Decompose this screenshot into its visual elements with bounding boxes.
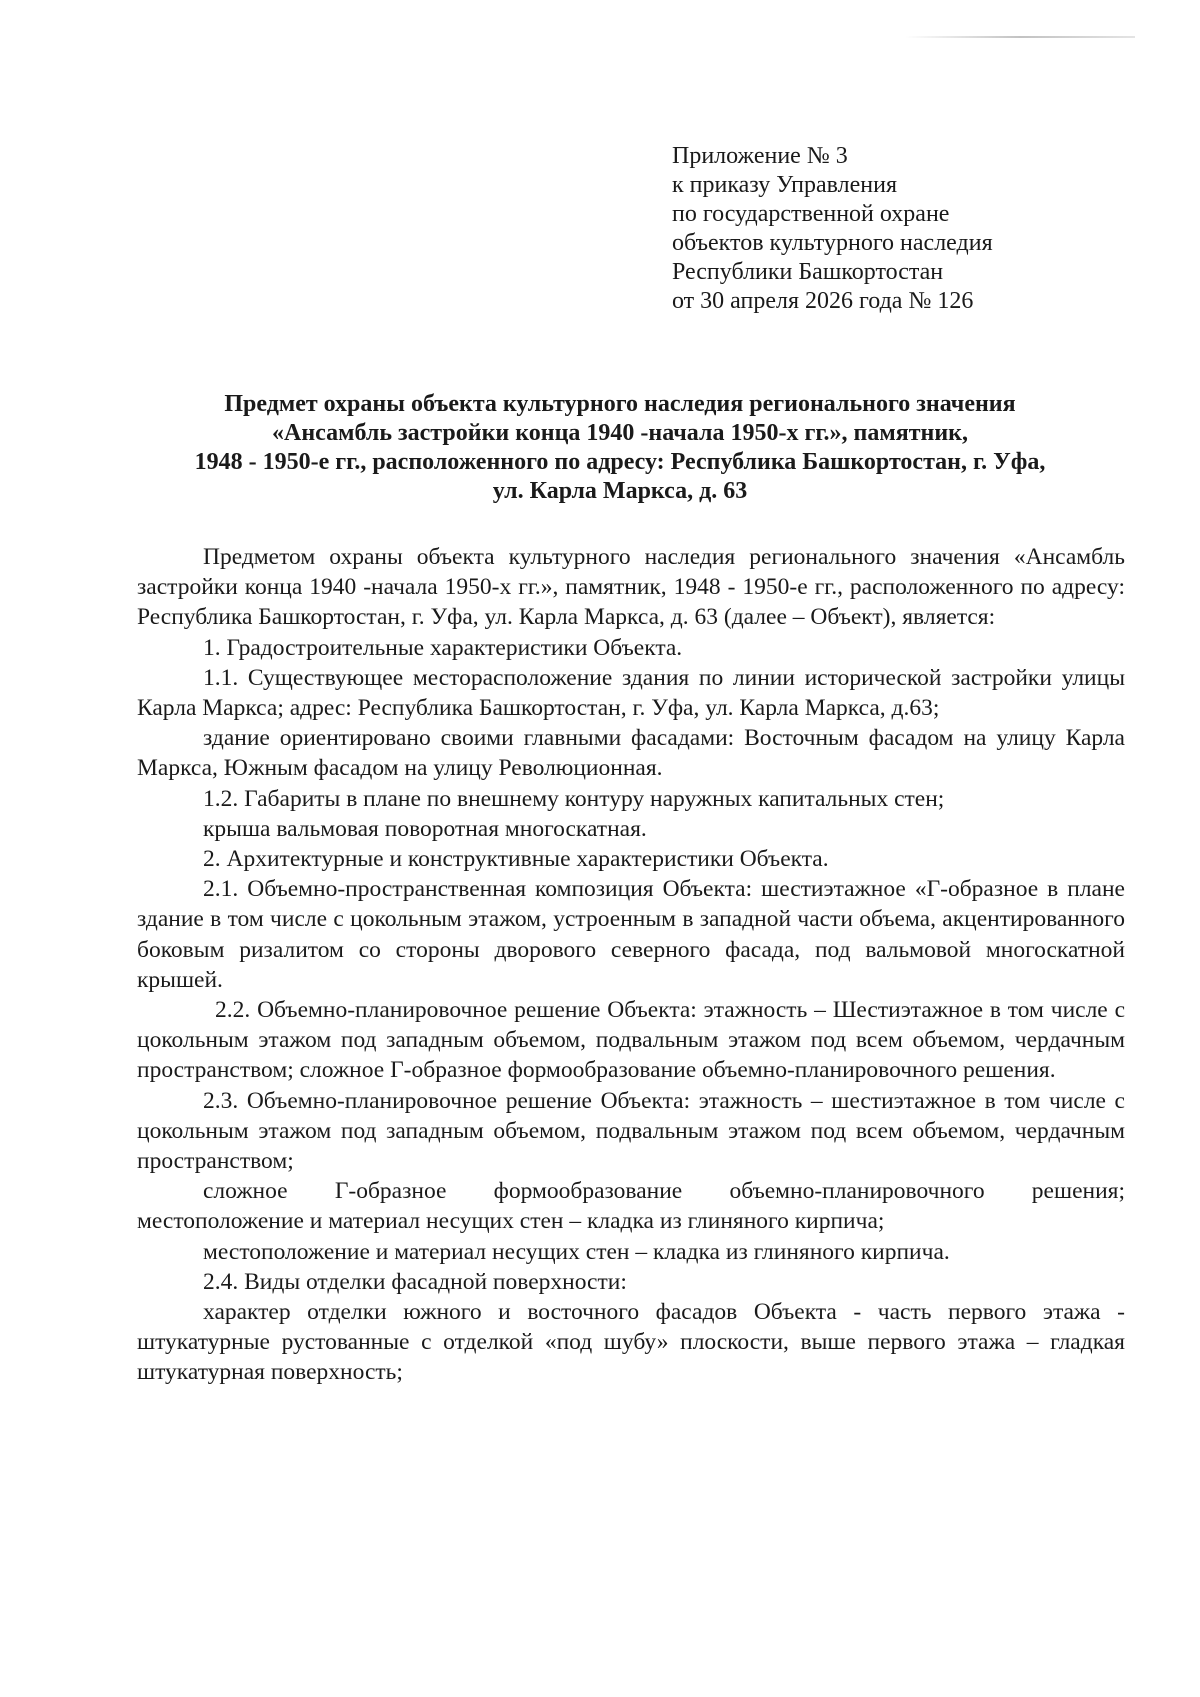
paragraph-formation: сложное Г-образное формообразование объемно-планировочного решения; местоположение и материал несущих стен – кладка из глиняного кирпича; [137,1178,1125,1235]
paragraph-2-4: 2.4. Виды отделки фасадной поверхности: [203,1268,627,1295]
paragraph-orientation: здание ориентировано своими главными фасадами: Восточным фасадом на улицу Карла Маркса, Южным фасадом на улицу Революционная. [137,725,1125,782]
paragraph-2-2: 2.2. Объемно-планировочное решение Объекта: этажность – Шестиэтажное в том числе с цокольным этажом под западным объемом, подвальным этажом под всем объемом, чердачным пространством; сложное Г-образное формообразование объемно-планировочного решения. [137,997,1125,1084]
document-title [130,390,1110,506]
paragraph-section-2: 2. Архитектурные и конструктивные характеристики Объекта. [203,846,829,873]
scan-artifact [905,36,1135,38]
appendix-line: объектов культурного наследия [672,230,993,256]
document-body [137,542,1125,1388]
title-line: ул. Карла Маркса, д. 63 [492,478,748,504]
appendix-line: к приказу Управления [672,172,898,198]
paragraph-intro: Предметом охраны объекта культурного наследия регионального значения «Ансамбль застройки конца 1940 -начала 1950-х гг.», памятник, 1948 - 1950-е гг., расположенного по адресу: Республика Башкортостан, г. Уфа, ул. Карла Маркса, д. 63 (далее – Объект), является: [137,544,1125,631]
paragraph-1-2: 1.2. Габариты в плане по внешнему контуру наружных капитальных стен; [203,785,945,812]
paragraph-finish: характер отделки южного и восточного фасадов Объекта - часть первого этажа - штукатурные рустованные с отделкой «под шубу» плоскости, выше первого этажа – гладкая штукатурная поверхность; [137,1299,1125,1386]
title-line: Предмет охраны объекта культурного наследия регионального значения [224,391,1016,417]
appendix-line: Приложение № 3 [672,143,848,169]
title-line: 1948 - 1950-е гг., расположенного по адресу: Республика Башкортостан, г. Уфа, [194,449,1046,475]
appendix-line: от 30 апреля 2026 года № 126 [672,288,974,314]
appendix-line: по государственной охране [672,201,950,227]
appendix-line: Республики Башкортостан [672,259,944,285]
paragraph-2-3: 2.3. Объемно-планировочное решение Объекта: этажность – шестиэтажное в том числе с цокольным этажом под западным объемом, подвальным этажом под всем объемом, чердачным пространством; [137,1087,1125,1175]
paragraph-section-1: 1. Градостроительные характеристики Объекта. [203,634,683,661]
paragraph-roof: крыша вальмовая поворотная многоскатная. [203,815,647,842]
paragraph-2-1: 2.1. Объемно-пространственная композиция Объекта: шестиэтажное «Г-образное в плане здание в том числе с цокольным этажом, устроенным в западной части объема, акцентированного боковым ризалитом со стороны дворового северного фасада, под вальмовой многоскатной крышей. [137,876,1125,993]
paragraph-walls: местоположение и материал несущих стен – кладка из глиняного кирпича. [203,1238,950,1265]
appendix-header [672,142,1132,316]
title-line: «Ансамбль застройки конца 1940 -начала 1950-х гг.», памятник, [272,420,968,446]
paragraph-1-1: 1.1. Существующее месторасположение здания по линии исторической застройки улицы Карла Маркса; адрес: Республика Башкортостан, г. Уфа, ул. Карла Маркса, д.63; [137,664,1125,722]
